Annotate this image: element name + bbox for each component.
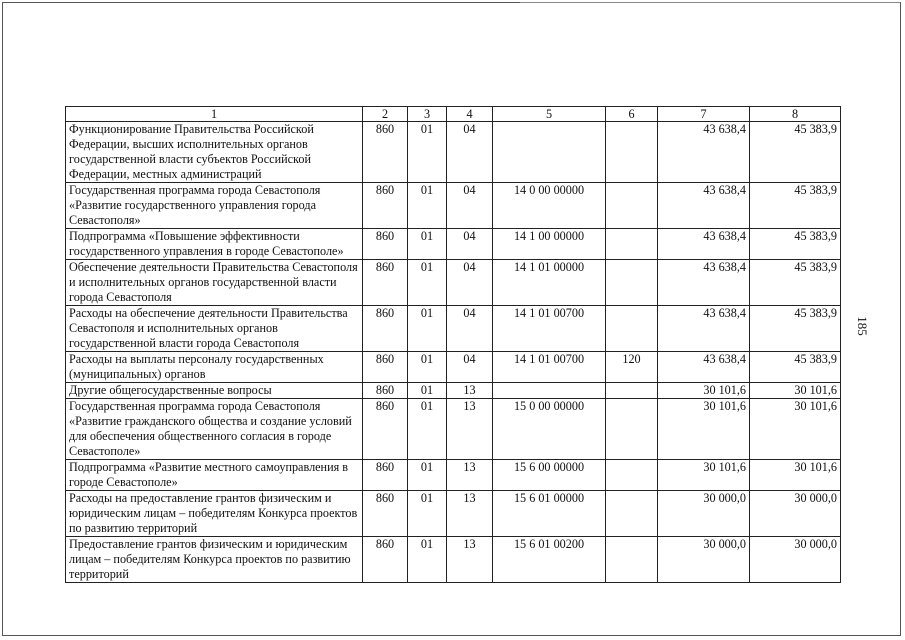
code-cell-5: 15 6 01 00000 [493,491,606,537]
code-cell-6 [606,383,658,399]
code-cell-3: 01 [408,122,447,183]
amount-cell-8: 30 000,0 [750,491,841,537]
code-cell-6 [606,260,658,306]
table-row [66,183,841,229]
code-cell-5: 15 0 00 00000 [493,399,606,460]
column-header: 8 [750,107,841,122]
code-cell-6 [606,537,658,583]
code-cell-3: 01 [408,183,447,229]
table-row [66,537,841,583]
amount-cell-7: 43 638,4 [658,260,750,306]
row-name-cell: Обеспечение деятельности Правительства Севастополя и исполнительных органов государственной власти города Севастополя [66,260,363,306]
code-cell-4: 04 [447,260,493,306]
code-cell-5: 14 1 00 00000 [493,229,606,260]
table-row [66,460,841,491]
code-cell-3: 01 [408,399,447,460]
code-cell-4: 13 [447,399,493,460]
amount-cell-7: 30 101,6 [658,460,750,491]
column-header: 5 [493,107,606,122]
amount-cell-7: 43 638,4 [658,122,750,183]
code-cell-4: 04 [447,122,493,183]
column-header: 6 [606,107,658,122]
code-cell-3: 01 [408,383,447,399]
code-cell-5: 15 6 01 00200 [493,537,606,583]
code-cell-4: 04 [447,229,493,260]
amount-cell-8: 45 383,9 [750,260,841,306]
amount-cell-8: 30 101,6 [750,383,841,399]
amount-cell-7: 30 101,6 [658,399,750,460]
code-cell-6 [606,460,658,491]
code-cell-3: 01 [408,229,447,260]
amount-cell-7: 30 000,0 [658,537,750,583]
code-cell-2: 860 [363,352,408,383]
code-cell-3: 01 [408,352,447,383]
amount-cell-8: 45 383,9 [750,229,841,260]
code-cell-5: 14 1 01 00700 [493,306,606,352]
row-name-cell: Расходы на выплаты персоналу государственных (муниципальных) органов [66,352,363,383]
code-cell-6 [606,399,658,460]
code-cell-2: 860 [363,537,408,583]
code-cell-4: 13 [447,537,493,583]
amount-cell-7: 30 000,0 [658,491,750,537]
code-cell-2: 860 [363,460,408,491]
code-cell-4: 13 [447,491,493,537]
amount-cell-7: 43 638,4 [658,306,750,352]
code-cell-6 [606,183,658,229]
table-row [66,383,841,399]
column-header: 3 [408,107,447,122]
amount-cell-8: 45 383,9 [750,306,841,352]
code-cell-6 [606,122,658,183]
amount-cell-8: 45 383,9 [750,122,841,183]
code-cell-4: 13 [447,383,493,399]
table-row [66,260,841,306]
code-cell-3: 01 [408,460,447,491]
code-cell-6 [606,229,658,260]
row-name-cell: Расходы на обеспечение деятельности Правительства Севастополя и исполнительных органов государственной власти города Севастополя [66,306,363,352]
code-cell-5: 15 6 00 00000 [493,460,606,491]
code-cell-5: 14 1 01 00000 [493,260,606,306]
code-cell-6 [606,491,658,537]
table-row [66,399,841,460]
code-cell-2: 860 [363,399,408,460]
row-name-cell: Государственная программа города Севастополя «Развитие государственного управления города Севастополя» [66,183,363,229]
code-cell-5: 14 0 00 00000 [493,183,606,229]
table-row [66,122,841,183]
amount-cell-7: 43 638,4 [658,352,750,383]
code-cell-4: 04 [447,352,493,383]
amount-cell-8: 45 383,9 [750,183,841,229]
amount-cell-7: 30 101,6 [658,383,750,399]
table-row [66,352,841,383]
top-rule [520,2,900,3]
amount-cell-7: 43 638,4 [658,229,750,260]
row-name-cell: Государственная программа города Севастополя «Развитие гражданского общества и создание условий для обеспечения общественного согласия в городе Севастополе» [66,399,363,460]
column-header: 2 [363,107,408,122]
row-name-cell: Другие общегосударственные вопросы [66,383,363,399]
column-header: 7 [658,107,750,122]
code-cell-6 [606,306,658,352]
code-cell-5 [493,122,606,183]
row-name-cell: Предоставление грантов физическим и юридическим лицам – победителям Конкурса проектов по развитию территорий [66,537,363,583]
header-row [66,107,841,122]
column-header: 4 [447,107,493,122]
code-cell-3: 01 [408,537,447,583]
page-number: 185 [854,316,870,336]
amount-cell-8: 30 101,6 [750,460,841,491]
column-header: 1 [66,107,363,122]
code-cell-2: 860 [363,260,408,306]
code-cell-5 [493,383,606,399]
row-name-cell: Расходы на предоставление грантов физическим и юридическим лицам – победителям Конкурса проектов по развитию территорий [66,491,363,537]
amount-cell-8: 30 101,6 [750,399,841,460]
row-name-cell: Функционирование Правительства Российской Федерации, высших исполнительных органов государственной власти субъектов Российской Федерации, местных администраций [66,122,363,183]
code-cell-2: 860 [363,383,408,399]
amount-cell-8: 30 000,0 [750,537,841,583]
row-name-cell: Подпрограмма «Развитие местного самоуправления в городе Севастополе» [66,460,363,491]
code-cell-3: 01 [408,491,447,537]
code-cell-6: 120 [606,352,658,383]
code-cell-2: 860 [363,306,408,352]
amount-cell-7: 43 638,4 [658,183,750,229]
budget-table [65,106,841,583]
amount-cell-8: 45 383,9 [750,352,841,383]
code-cell-4: 04 [447,306,493,352]
table-body [66,122,841,583]
code-cell-3: 01 [408,306,447,352]
code-cell-5: 14 1 01 00700 [493,352,606,383]
table-row [66,306,841,352]
row-name-cell: Подпрограмма «Повышение эффективности государственного управления в городе Севастополе» [66,229,363,260]
code-cell-3: 01 [408,260,447,306]
table-row [66,491,841,537]
code-cell-4: 04 [447,183,493,229]
code-cell-2: 860 [363,122,408,183]
code-cell-2: 860 [363,491,408,537]
code-cell-2: 860 [363,229,408,260]
table-row [66,229,841,260]
code-cell-4: 13 [447,460,493,491]
code-cell-2: 860 [363,183,408,229]
